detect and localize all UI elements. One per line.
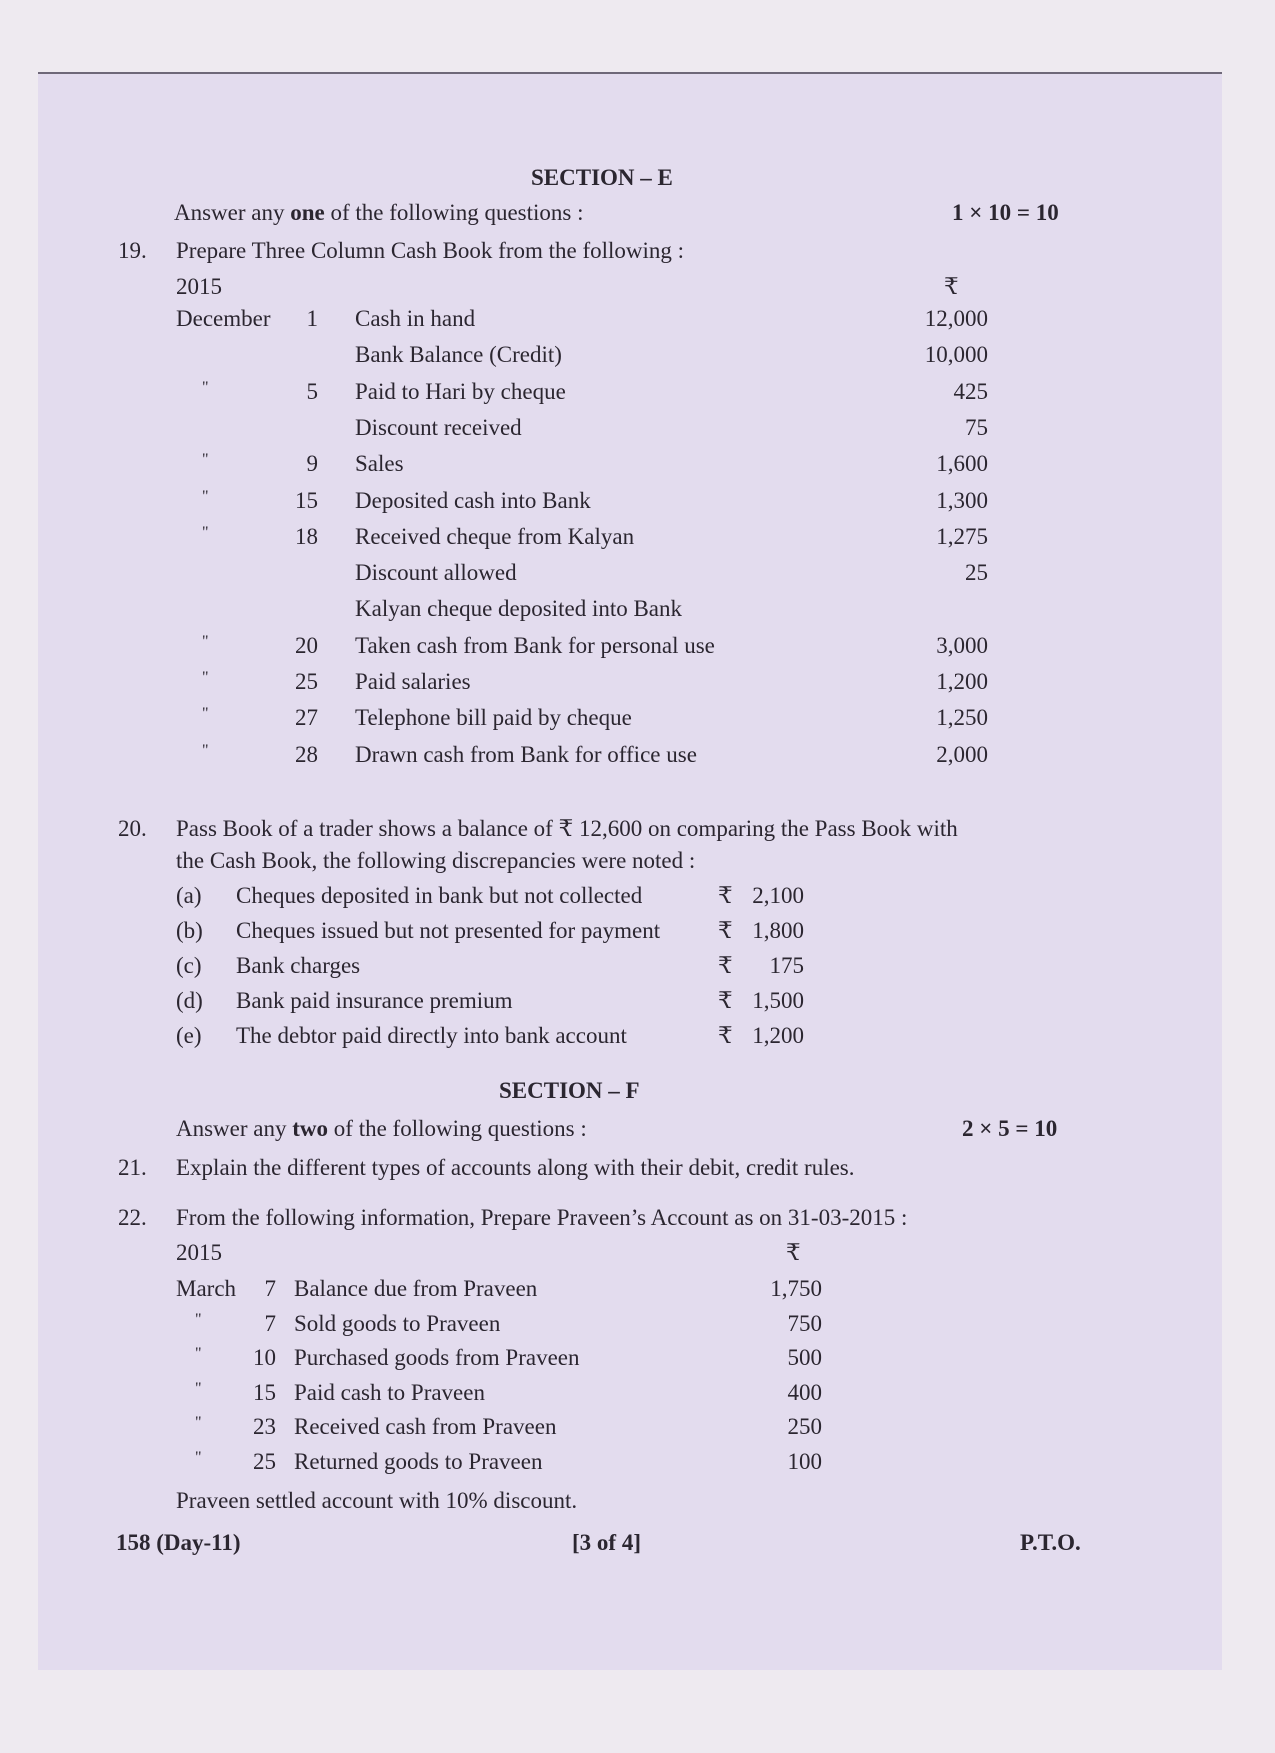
row-day: 18 (295, 523, 318, 549)
item-label: (a) (176, 883, 202, 908)
section-e-title: SECTION – E (531, 165, 673, 190)
row-month: December (176, 306, 271, 331)
row-day: 9 (306, 451, 318, 477)
instruction-post: of the following questions : (328, 1116, 587, 1141)
row-day: 23 (253, 1414, 276, 1439)
instruction-bold: one (290, 200, 325, 225)
row-day: 15 (295, 487, 318, 513)
row-day: 28 (295, 741, 318, 767)
row-description: Paid to Hari by cheque (355, 378, 566, 404)
row-description: Received cheque from Kalyan (355, 523, 635, 549)
row-description: Sales (355, 451, 404, 477)
row-amount: 2,000 (936, 741, 988, 767)
item-amount: 1,500 (752, 988, 804, 1013)
row-description: Taken cash from Bank for personal use (355, 632, 715, 658)
row-amount: 25 (965, 560, 988, 586)
item-text: The debtor paid directly into bank account (236, 1023, 627, 1048)
ditto-mark: " (195, 1379, 202, 1397)
instruction-post: of the following questions : (324, 200, 584, 225)
section-e-marks: 1 × 10 = 10 (952, 200, 1059, 225)
instruction-bold: two (292, 1116, 329, 1141)
pto-label: P.T.O. (1020, 1530, 1081, 1555)
row-day: 25 (253, 1448, 276, 1474)
row-amount: 425 (953, 378, 988, 404)
row-amount: 75 (965, 414, 988, 440)
ditto-mark: " (202, 705, 209, 723)
question-number: 20. (118, 816, 147, 841)
question-text: Explain the different types of accounts along with their debit, credit rules. (176, 1155, 855, 1180)
row-description: Deposited cash into Bank (355, 487, 591, 513)
item-amount: 2,100 (752, 883, 804, 908)
ditto-mark: " (202, 669, 209, 686)
ditto-mark: " (202, 378, 209, 396)
row-amount: 500 (787, 1345, 822, 1370)
item-text: Cheques deposited in bank but not collected (236, 883, 643, 908)
row-description: Discount allowed (355, 560, 517, 586)
item-label: (d) (176, 988, 203, 1013)
row-amount: 100 (787, 1448, 822, 1474)
row-day: 10 (253, 1345, 276, 1370)
ditto-mark: " (202, 741, 209, 759)
item-text: Cheques issued but not presented for payment (236, 918, 661, 943)
row-description: Kalyan cheque deposited into Bank (355, 596, 683, 622)
row-description: Balance due from Praveen (294, 1276, 538, 1301)
row-description: Paid cash to Praveen (294, 1379, 485, 1405)
ditto-mark: " (202, 487, 209, 505)
item-currency: ₹ (718, 988, 733, 1013)
item-label: (e) (176, 1023, 202, 1048)
ditto-mark: " (195, 1310, 202, 1328)
row-day: 7 (264, 1276, 276, 1301)
row-amount: 12,000 (924, 306, 988, 331)
section-f-title: SECTION – F (499, 1078, 640, 1103)
item-currency: ₹ (718, 1023, 733, 1048)
question-text-line1: Pass Book of a trader shows a balance of ₹ 12,600 on comparing the Pass Book with (176, 816, 958, 841)
question-number: 22. (118, 1205, 147, 1230)
year-label: 2015 (176, 274, 222, 299)
row-amount: 1,600 (936, 451, 988, 477)
item-label: (c) (176, 953, 202, 978)
row-description: Drawn cash from Bank for office use (355, 741, 697, 767)
row-amount: 750 (787, 1310, 822, 1336)
ditto-mark: " (202, 451, 209, 469)
currency-header: ₹ (944, 274, 959, 299)
row-amount: 400 (787, 1379, 822, 1405)
question-text: From the following information, Prepare Praveen’s Account as on 31-03-2015 : (176, 1205, 908, 1230)
row-description: Purchased goods from Praveen (294, 1345, 580, 1370)
row-month: March (176, 1276, 237, 1301)
row-day: 25 (295, 669, 318, 694)
instruction-pre: Answer any (174, 200, 291, 225)
paper-code: 158 (Day-11) (116, 1530, 241, 1555)
section-f-marks: 2 × 5 = 10 (962, 1116, 1058, 1141)
row-day: 1 (306, 306, 318, 331)
item-currency: ₹ (718, 953, 733, 978)
item-currency: ₹ (718, 918, 733, 943)
row-description: Paid salaries (355, 669, 471, 694)
section-f-instruction (176, 1116, 587, 1142)
item-text: Bank paid insurance premium (236, 988, 513, 1013)
row-amount: 1,200 (936, 669, 988, 694)
question-text: Prepare Three Column Cash Book from the following : (176, 238, 685, 263)
row-description: Sold goods to Praveen (294, 1310, 501, 1336)
row-description: Received cash from Praveen (294, 1414, 557, 1439)
row-day: 7 (264, 1310, 276, 1336)
row-day: 27 (295, 705, 318, 731)
row-amount: 1,275 (936, 523, 988, 549)
year-label: 2015 (176, 1240, 222, 1265)
item-amount: 1,800 (752, 918, 804, 943)
row-amount: 250 (787, 1414, 822, 1439)
ditto-mark: " (195, 1448, 202, 1466)
row-amount: 1,250 (936, 705, 988, 731)
row-description: Bank Balance (Credit) (355, 342, 562, 368)
row-amount: 1,300 (936, 487, 988, 513)
ditto-mark: " (202, 523, 209, 541)
page-number: [3 of 4] (572, 1530, 641, 1555)
row-amount: 10,000 (924, 342, 988, 368)
question-text-line2: the Cash Book, the following discrepancies were noted : (176, 848, 696, 873)
ditto-mark: " (195, 1414, 202, 1431)
section-e-instruction (174, 200, 583, 226)
row-description: Discount received (355, 414, 522, 440)
question-note: Praveen settled account with 10% discount. (176, 1488, 578, 1513)
item-label: (b) (176, 918, 203, 943)
row-description: Telephone bill paid by cheque (355, 705, 632, 731)
item-amount: 175 (769, 953, 804, 978)
row-day: 15 (253, 1379, 276, 1405)
currency-header: ₹ (786, 1240, 801, 1265)
row-description: Cash in hand (355, 306, 476, 331)
row-description: Returned goods to Praveen (294, 1448, 543, 1474)
row-amount: 3,000 (936, 632, 988, 658)
item-amount: 1,200 (752, 1023, 804, 1048)
question-number: 19. (118, 238, 147, 263)
question-number: 21. (118, 1155, 147, 1180)
row-day: 20 (295, 632, 318, 658)
item-text: Bank charges (236, 953, 361, 978)
row-day: 5 (306, 378, 318, 404)
ditto-mark: " (202, 632, 209, 650)
item-currency: ₹ (718, 883, 733, 908)
ditto-mark: " (195, 1345, 202, 1362)
instruction-pre: Answer any (176, 1116, 293, 1141)
row-amount: 1,750 (770, 1276, 822, 1301)
